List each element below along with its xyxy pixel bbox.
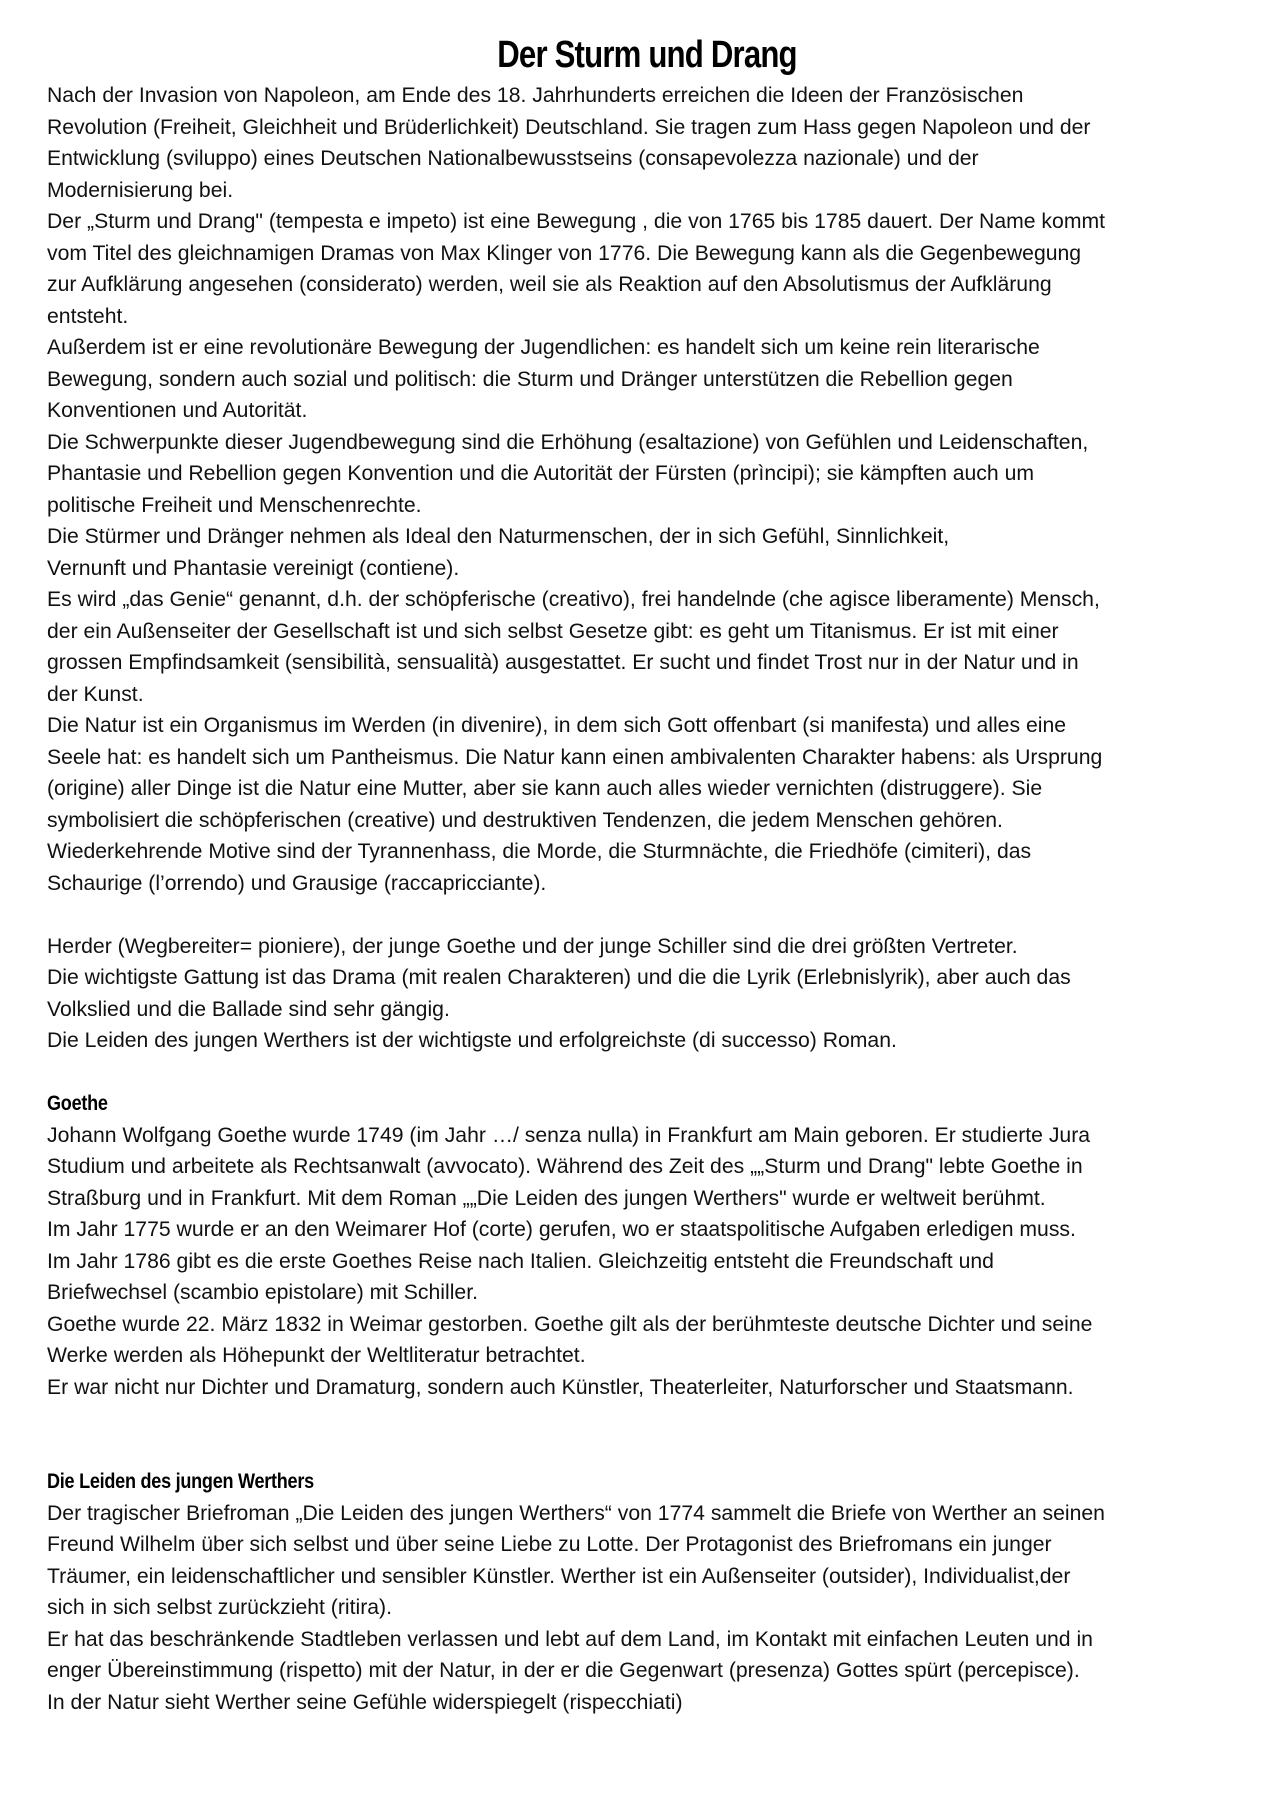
text-line: Seele hat: es handelt sich um Pantheismus. Die Natur kann einen ambivalenten Charakter habens: als Ursprung bbox=[47, 745, 1103, 769]
text-line: symbolisiert die schöpferischen (creative) und destruktiven Tendenzen, die jedem Menschen gehören. bbox=[47, 808, 1003, 832]
text-line: sich in sich selbst zurückzieht (ritira). bbox=[47, 1596, 392, 1619]
text-line: Im Jahr 1786 gibt es die erste Goethes Reise nach Italien. Gleichzeitig entsteht die Freundschaft und bbox=[47, 1249, 994, 1273]
text-line: Schaurige (l’orrendo) und Grausige (raccapricciante). bbox=[47, 871, 547, 895]
document-page bbox=[47, 30, 1247, 1718]
text-line: vom Titel des gleichnamigen Dramas von Max Klinger von 1776. Die Bewegung kann als die Gegenbewegung bbox=[47, 241, 1082, 265]
text-line: (origine) aller Dinge ist die Natur eine Mutter, aber sie kann auch alles wieder vernichten (distruggere). Sie bbox=[47, 777, 1043, 800]
text-line: Briefwechsel (scambio epistolare) mit Schiller. bbox=[47, 1281, 478, 1304]
text-line: Entwicklung (sviluppo) eines Deutschen Nationalbewusstseins (consapevolezza nazionale) und der bbox=[47, 147, 979, 170]
text-line: Werke werden als Höhepunkt der Weltliteratur betrachtet. bbox=[47, 1344, 586, 1367]
text-line: Die wichtigste Gattung ist das Drama (mit realen Charakteren) und die die Lyrik (Erlebnislyrik), aber auch das bbox=[47, 966, 1071, 989]
text-line: Freund Wilhelm über sich selbst und über seine Liebe zu Lotte. Der Protagonist des Briefromans ein junger bbox=[47, 1533, 1052, 1556]
text-line: Die Schwerpunkte dieser Jugendbewegung sind die Erhöhung (esaltazione) von Gefühlen und Leidenschaften, bbox=[47, 430, 1089, 454]
paragraph-spacer bbox=[47, 1403, 1247, 1466]
text-line: Er war nicht nur Dichter und Dramaturg, sondern auch Künstler, Theaterleiter, Naturforscher und Staatsmann. bbox=[47, 1375, 1074, 1399]
text-line: Die Natur ist ein Organismus im Werden (in divenire), in dem sich Gott offenbart (si manifesta) und alles eine bbox=[47, 714, 1067, 737]
werther-heading: Die Leiden des jungen Werthers bbox=[47, 1470, 314, 1493]
text-line: Wiederkehrende Motive sind der Tyrannenhass, die Morde, die Sturmnächte, die Friedhöfe (cimiteri), das bbox=[47, 840, 1032, 863]
text-line: Volkslied und die Ballade sind sehr gängig. bbox=[47, 997, 450, 1021]
text-line: Goethe wurde 22. März 1832 in Weimar gestorben. Goethe gilt als der berühmteste deutsche Dichter und seine bbox=[47, 1312, 1093, 1336]
text-line: Phantasie und Rebellion gegen Konvention und die Autorität der Fürsten (prìncipi); sie kämpften auch um bbox=[47, 462, 1034, 485]
page-title: Der Sturm und Drang bbox=[497, 34, 797, 76]
text-line: Nach der Invasion von Napoleon, am Ende des 18. Jahrhunderts erreichen die Ideen der Französischen bbox=[47, 84, 1024, 107]
text-line: Die Leiden des jungen Werthers ist der wichtigste und erfolgreichste (di successo) Roman. bbox=[47, 1029, 897, 1052]
text-line: Träumer, ein leidenschaftlicher und sensibler Künstler. Werther ist ein Außenseiter (outsider), Individualist,der bbox=[47, 1564, 1071, 1588]
goethe-heading: Goethe bbox=[47, 1092, 108, 1115]
text-line: enger Übereinstimmung (rispetto) mit der Natur, in der er die Gegenwart (presenza) Gottes spürt (percepisce). bbox=[47, 1659, 1080, 1682]
text-line: In der Natur sieht Werther seine Gefühle widerspiegelt (rispecchiati) bbox=[47, 1690, 683, 1714]
text-line: Bewegung, sondern auch sozial und politisch: die Sturm und Dränger unterstützen die Rebellion gegen bbox=[47, 367, 1013, 391]
text-line: Revolution (Freiheit, Gleichheit und Brüderlichkeit) Deutschland. Sie tragen zum Hass gegen Napoleon und der bbox=[47, 115, 1091, 139]
text-line: Johann Wolfgang Goethe wurde 1749 (im Jahr …/ senza nulla) in Frankfurt am Main geboren. Er studierte Jura bbox=[47, 1123, 1091, 1147]
text-line: Die Stürmer und Dränger nehmen als Ideal den Naturmenschen, der in sich Gefühl, Sinnlichkeit, bbox=[47, 525, 950, 548]
text-line: Konventionen und Autorität. bbox=[47, 399, 308, 422]
text-line: Herder (Wegbereiter= pioniere), der junge Goethe und der junge Schiller sind die drei größten Vertreter. bbox=[47, 934, 1018, 958]
text-line: Modernisierung bei. bbox=[47, 178, 234, 202]
text-line: Der „Sturm und Drang" (tempesta e impeto) ist eine Bewegung , die von 1765 bis 1785 dauert. Der Name kommt bbox=[47, 210, 1105, 233]
text-line: Außerdem ist er eine revolutionäre Bewegung der Jugendlichen: es handelt sich um keine rein literarische bbox=[47, 336, 1040, 359]
text-line: Straßburg und in Frankfurt. Mit dem Roman „„Die Leiden des jungen Werthers" wurde er weltweit berühmt. bbox=[47, 1186, 1046, 1210]
text-line: entsteht. bbox=[47, 304, 129, 328]
text-line: Er hat das beschränkende Stadtleben verlassen und lebt auf dem Land, im Kontakt mit einfachen Leuten und in bbox=[47, 1627, 1093, 1651]
werther-section bbox=[47, 1498, 1247, 1719]
paragraph-spacer bbox=[47, 899, 1247, 931]
text-line: der ein Außenseiter der Gesellschaft ist und sich selbst Gesetze gibt: es geht um Titanismus. Er ist mit einer bbox=[47, 619, 1059, 643]
text-line: Im Jahr 1775 wurde er an den Weimarer Hof (corte) gerufen, wo er staatspolitische Aufgaben erledigen muss. bbox=[47, 1218, 1076, 1241]
intro-section bbox=[47, 80, 1247, 899]
goethe-section bbox=[47, 1120, 1247, 1404]
text-line: Der tragischer Briefroman „Die Leiden des jungen Werthers“ von 1774 sammelt die Briefe von Werther an seinen bbox=[47, 1501, 1105, 1525]
text-line: Vernunft und Phantasie vereinigt (contiene). bbox=[47, 556, 460, 580]
text-line: der Kunst. bbox=[47, 682, 144, 706]
text-line: Es wird „das Genie“ genannt, d.h. der schöpferische (creativo), frei handelnde (che agisce liberamente) Mensch, bbox=[47, 588, 1100, 611]
paragraph-spacer bbox=[47, 1057, 1247, 1089]
text-line: Studium und arbeitete als Rechtsanwalt (avvocato). Während des Zeit des „„Sturm und Drang" lebte Goethe in bbox=[47, 1155, 1083, 1178]
text-line: grossen Empfindsamkeit (sensibilità, sensualità) ausgestattet. Er sucht und findet Trost nur in der Natur und in bbox=[47, 651, 1079, 674]
authors-section bbox=[47, 931, 1247, 1057]
text-line: politische Freiheit und Menschenrechte. bbox=[47, 493, 422, 517]
text-line: zur Aufklärung angesehen (considerato) werden, weil sie als Reaktion auf den Absolutismus der Aufklärung bbox=[47, 273, 1052, 296]
